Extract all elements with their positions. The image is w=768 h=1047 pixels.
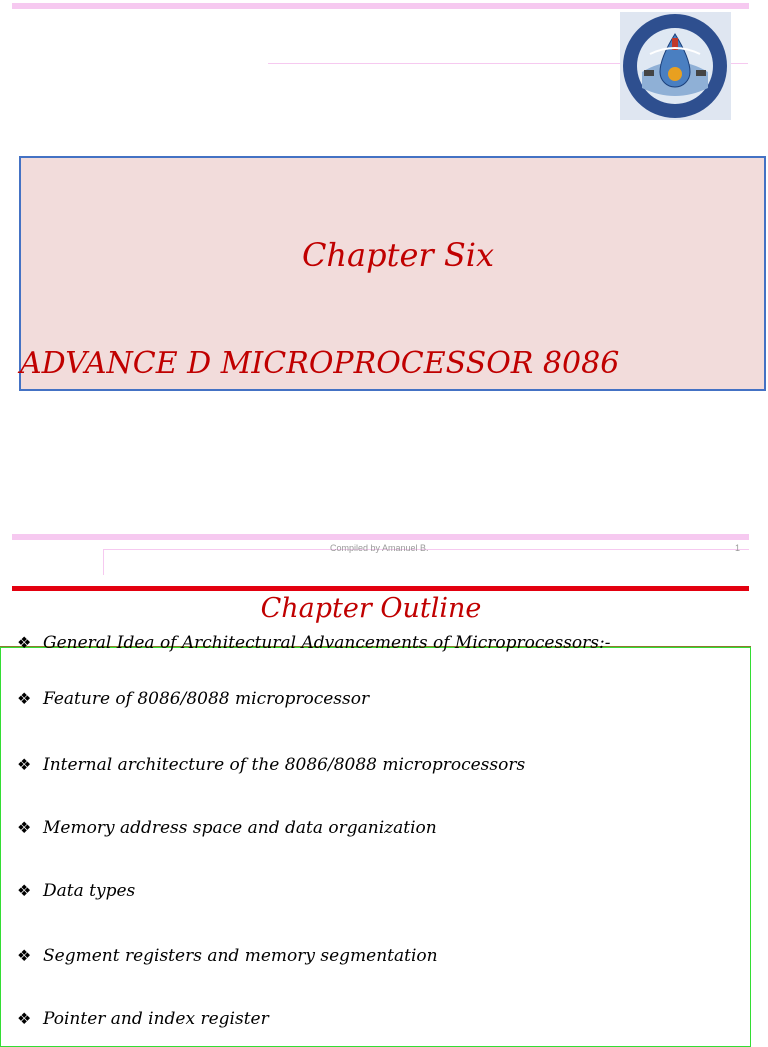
list-item <box>17 881 135 901</box>
diamond-bullet-icon: ❖ <box>17 1009 32 1028</box>
chapter-label: Chapter Six <box>301 236 495 274</box>
list-item-text: Feature of 8086/8088 microprocessor <box>43 689 370 709</box>
diamond-bullet-icon: ❖ <box>17 881 32 900</box>
diamond-bullet-icon: ❖ <box>17 689 32 708</box>
list-item <box>17 755 525 775</box>
page-number: 1 <box>735 543 741 553</box>
university-logo <box>620 12 731 120</box>
list-item-text: General Idea of Architectural Advancements of Microprocessors:- <box>43 633 611 653</box>
list-item-text: Internal architecture of the 8086/8088 microprocessors <box>43 755 526 775</box>
top-rule <box>12 3 749 9</box>
course-title: ADVANCE D MICROPROCESSOR 8086 <box>20 346 620 381</box>
list-item <box>17 633 611 653</box>
diamond-bullet-icon: ❖ <box>17 946 32 965</box>
list-item <box>17 689 369 709</box>
list-item <box>17 1009 269 1029</box>
list-item <box>17 818 437 838</box>
university-seal-icon <box>620 12 731 120</box>
diamond-bullet-icon: ❖ <box>17 755 32 774</box>
list-item-text: Memory address space and data organization <box>43 818 437 838</box>
footer-rule <box>12 534 749 540</box>
list-item-text: Segment registers and memory segmentation <box>43 946 438 966</box>
diamond-bullet-icon: ❖ <box>17 818 32 837</box>
list-item <box>17 946 438 966</box>
outline-title: Chapter Outline <box>260 593 482 624</box>
slide2-top-rule <box>12 586 749 591</box>
list-item-text: Pointer and index register <box>43 1009 269 1029</box>
list-item-text: Data types <box>43 881 136 901</box>
footer-credit: Compiled by Amanuel B. <box>330 543 429 553</box>
diamond-bullet-icon: ❖ <box>17 633 32 652</box>
